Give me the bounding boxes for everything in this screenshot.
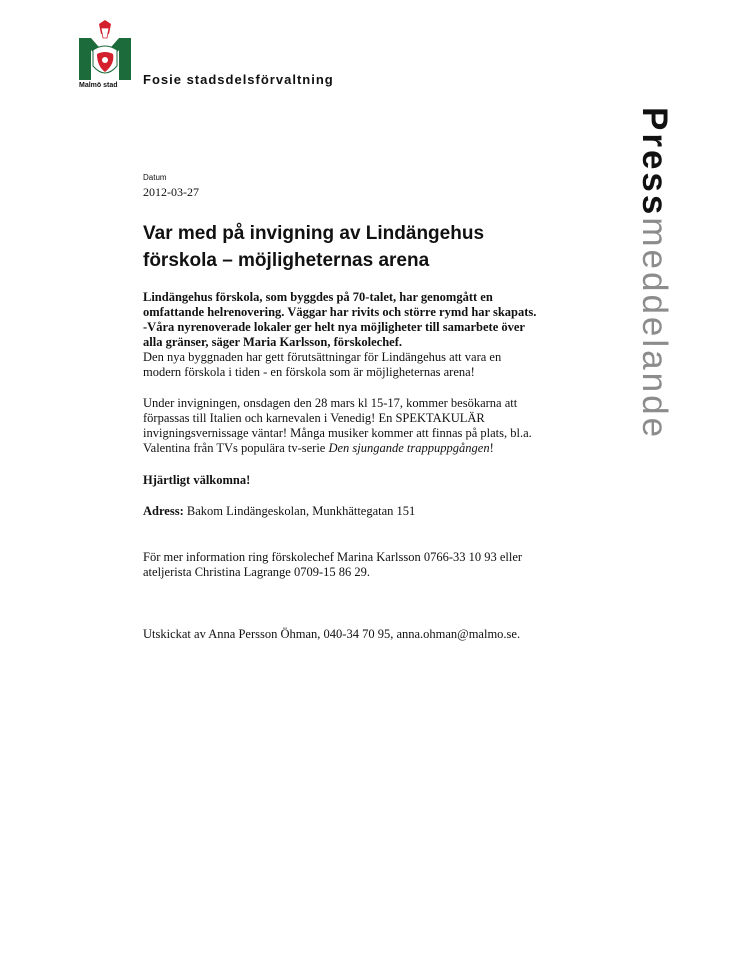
lead-line: -Våra nyrenoverade lokaler ger helt nya möjligheter till samarbete över xyxy=(143,320,525,334)
lead-line: omfattande helrenovering. Väggar har rivits och större rymd har skapats. xyxy=(143,305,537,319)
body-line: förpassas till Italien och karnevalen i Venedig! En SPEKTAKULÄR xyxy=(143,411,485,425)
malmo-stad-logo xyxy=(79,20,131,90)
body-paragraph-2 xyxy=(143,396,583,456)
contact-line: För mer information ring förskolechef Marina Karlsson 0766-33 10 93 eller xyxy=(143,550,523,564)
body-line: Den nya byggnaden har gett förutsättningar för Lindängehus att vara en xyxy=(143,350,502,364)
headline xyxy=(143,220,563,274)
side-title-part1: Press xyxy=(635,107,674,218)
contact-line: ateljerista Christina Lagrange 0709-15 86 29. xyxy=(143,565,371,579)
press-release-side-title xyxy=(628,107,676,507)
body-line: Valentina från TVs populära tv-serie xyxy=(143,441,329,455)
address-value: Bakom Lindängeskolan, Munkhättegatan 151 xyxy=(183,504,416,518)
date-value: 2012-03-27 xyxy=(143,185,199,199)
side-title-part2: meddelande xyxy=(635,217,674,441)
date-label: Datum xyxy=(143,173,167,182)
contact-info xyxy=(143,550,583,580)
body-paragraph-1 xyxy=(143,350,583,380)
body-line: Under invigningen, onsdagen den 28 mars kl 15-17, kommer besökarna att xyxy=(143,396,518,410)
welcome-text: Hjärtligt välkomna! xyxy=(143,473,251,487)
body-line: modern förskola i tiden - en förskola som är möjligheternas arena! xyxy=(143,365,475,379)
address-label: Adress: xyxy=(143,504,184,518)
sender-info: Utskickat av Anna Persson Öhman, 040-34 70 95, anna.ohman@malmo.se. xyxy=(143,627,521,641)
headline-line1: Var med på invigning av Lindängehus xyxy=(143,223,485,244)
body-line: ! xyxy=(489,441,494,455)
organization-name: Fosie stadsdelsförvaltning xyxy=(143,72,334,87)
tv-series-title: Den sjungande trappuppgången xyxy=(328,441,490,455)
lead-line: alla gränser, säger Maria Karlsson, förskolechef. xyxy=(143,335,402,349)
body-line: invigningsvernissage väntar! Många musiker kommer att finnas på plats, bl.a. xyxy=(143,426,532,440)
address xyxy=(143,504,583,519)
logo-caption: Malmö stad xyxy=(79,82,118,89)
headline-line2: förskola – möjligheternas arena xyxy=(143,250,430,271)
lead-line: Lindängehus förskola, som byggdes på 70-talet, har genomgått en xyxy=(143,290,493,304)
lead-paragraph xyxy=(143,290,573,350)
